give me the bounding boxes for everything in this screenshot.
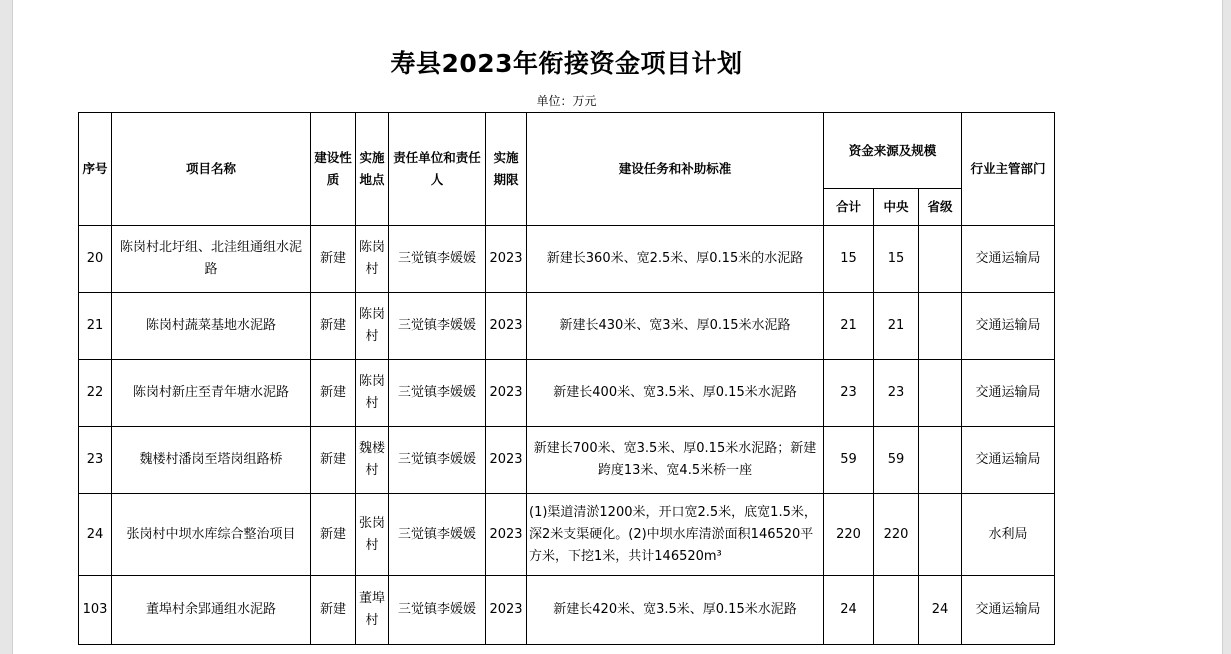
cell-location: 陈岗村 — [356, 226, 389, 293]
cell-owner: 三觉镇李媛媛 — [389, 576, 486, 645]
table-row — [79, 293, 1055, 360]
header-project-name: 项目名称 — [112, 113, 311, 226]
unit-label: 单位：万元 — [536, 94, 597, 108]
cell-total: 23 — [824, 360, 874, 427]
cell-dept: 交通运输局 — [962, 226, 1055, 293]
cell-task: 新建长360米、宽2.5米、厚0.15米的水泥路 — [527, 226, 824, 293]
cell-dept: 交通运输局 — [962, 576, 1055, 645]
cell-province — [919, 427, 962, 494]
cell-task: 新建长430米、宽3米、厚0.15米水泥路 — [527, 293, 824, 360]
cell-nature: 新建 — [311, 427, 356, 494]
cell-nature: 新建 — [311, 576, 356, 645]
cell-total: 59 — [824, 427, 874, 494]
cell-location: 魏楼村 — [356, 427, 389, 494]
cell-task: 新建长700米、宽3.5米、厚0.15米水泥路；新建跨度13米、宽4.5米桥一座 — [527, 427, 824, 494]
header-dept: 行业主管部门 — [962, 113, 1055, 226]
cell-project-name: 张岗村中坝水库综合整治项目 — [112, 494, 311, 576]
cell-total: 15 — [824, 226, 874, 293]
cell-owner: 三觉镇李媛媛 — [389, 427, 486, 494]
cell-seq: 103 — [79, 576, 112, 645]
cell-location: 董埠村 — [356, 576, 389, 645]
cell-seq: 22 — [79, 360, 112, 427]
cell-owner: 三觉镇李媛媛 — [389, 293, 486, 360]
header-funding: 资金来源及规模 — [824, 113, 962, 189]
cell-location: 陈岗村 — [356, 293, 389, 360]
cell-project-name: 陈岗村新庄至青年塘水泥路 — [112, 360, 311, 427]
cell-central: 21 — [874, 293, 919, 360]
cell-nature: 新建 — [311, 360, 356, 427]
cell-central — [874, 576, 919, 645]
header-owner: 责任单位和责任人 — [389, 113, 486, 226]
cell-seq: 20 — [79, 226, 112, 293]
cell-seq: 21 — [79, 293, 112, 360]
cell-total: 220 — [824, 494, 874, 576]
cell-seq: 24 — [79, 494, 112, 576]
header-seq: 序号 — [79, 113, 112, 226]
cell-task: (1)渠道清淤1200米，开口宽2.5米，底宽1.5米， 深2米支渠硬化。(2)中坝水库清淤面积146520平方米，下挖1米，共计146520m³ — [527, 494, 824, 576]
cell-period: 2023 — [486, 576, 527, 645]
cell-central: 59 — [874, 427, 919, 494]
project-table — [78, 112, 1055, 645]
cell-owner: 三觉镇李媛媛 — [389, 360, 486, 427]
cell-project-name: 魏楼村潘岗至塔岗组路桥 — [112, 427, 311, 494]
cell-total: 21 — [824, 293, 874, 360]
table-row — [79, 494, 1055, 576]
cell-province: 24 — [919, 576, 962, 645]
cell-dept: 交通运输局 — [962, 427, 1055, 494]
header-province: 省级 — [919, 189, 962, 226]
cell-period: 2023 — [486, 494, 527, 576]
cell-task: 新建长420米、宽3.5米、厚0.15米水泥路 — [527, 576, 824, 645]
cell-dept: 水利局 — [962, 494, 1055, 576]
cell-location: 陈岗村 — [356, 360, 389, 427]
header-central: 中央 — [874, 189, 919, 226]
table-row — [79, 427, 1055, 494]
cell-dept: 交通运输局 — [962, 293, 1055, 360]
cell-owner: 三觉镇李媛媛 — [389, 494, 486, 576]
cell-total: 24 — [824, 576, 874, 645]
cell-period: 2023 — [486, 360, 527, 427]
table-row — [79, 576, 1055, 645]
header-period: 实施期限 — [486, 113, 527, 226]
header-task: 建设任务和补助标准 — [527, 113, 824, 226]
cell-period: 2023 — [486, 427, 527, 494]
cell-province — [919, 494, 962, 576]
cell-location: 张岗村 — [356, 494, 389, 576]
cell-central: 220 — [874, 494, 919, 576]
document-title: 寿县2023年衔接资金项目计划 — [390, 49, 743, 78]
header-nature: 建设性质 — [311, 113, 356, 226]
header-location: 实施地点 — [356, 113, 389, 226]
cell-province — [919, 226, 962, 293]
cell-dept: 交通运输局 — [962, 360, 1055, 427]
cell-period: 2023 — [486, 293, 527, 360]
cell-task: 新建长400米、宽3.5米、厚0.15米水泥路 — [527, 360, 824, 427]
cell-province — [919, 360, 962, 427]
cell-owner: 三觉镇李媛媛 — [389, 226, 486, 293]
cell-project-name: 陈岗村北圩组、北洼组通组水泥路 — [112, 226, 311, 293]
cell-central: 23 — [874, 360, 919, 427]
table-row — [79, 226, 1055, 293]
cell-project-name: 陈岗村蔬菜基地水泥路 — [112, 293, 311, 360]
cell-project-name: 董埠村余郢通组水泥路 — [112, 576, 311, 645]
cell-nature: 新建 — [311, 226, 356, 293]
header-total: 合计 — [824, 189, 874, 226]
cell-seq: 23 — [79, 427, 112, 494]
cell-province — [919, 293, 962, 360]
right-scrollbar-track[interactable] — [1222, 0, 1231, 654]
table-row — [79, 360, 1055, 427]
cell-nature: 新建 — [311, 293, 356, 360]
cell-nature: 新建 — [311, 494, 356, 576]
cell-central: 15 — [874, 226, 919, 293]
cell-period: 2023 — [486, 226, 527, 293]
